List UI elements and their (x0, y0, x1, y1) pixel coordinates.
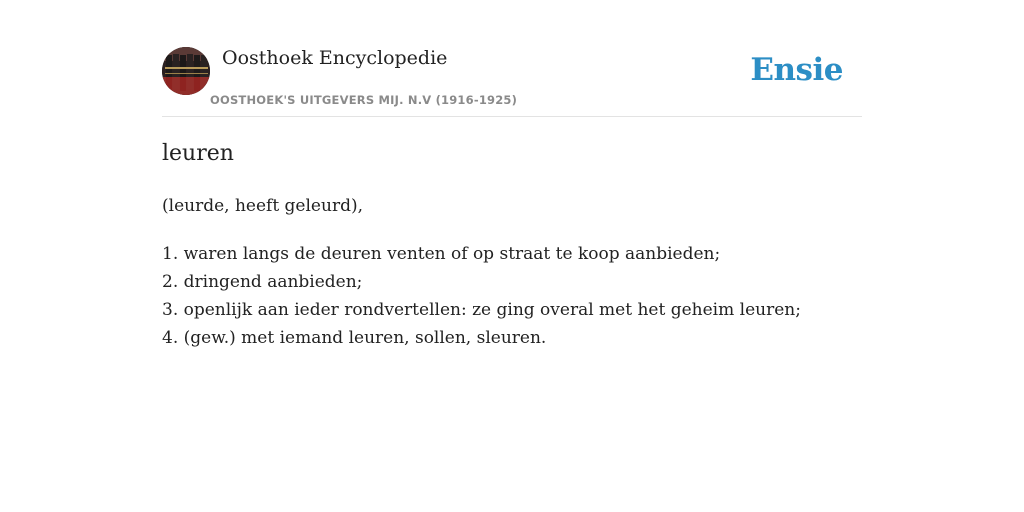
definition-item: 1. waren langs de deuren venten of op straat te koop aanbieden; (162, 244, 721, 264)
bookshelf-icon[interactable] (162, 47, 210, 95)
definition-list (162, 240, 862, 352)
brand-logo[interactable]: Ensie (750, 52, 843, 88)
definition-item: 4. (gew.) met iemand leuren, sollen, sleuren. (162, 328, 547, 348)
definition-item: 2. dringend aanbieden; (162, 272, 363, 292)
site-header (162, 46, 862, 117)
definition-item: 3. openlijk aan ieder rondvertellen: ze ging overal met het geheim leuren; (162, 300, 801, 320)
entry-headword: leuren (162, 141, 234, 166)
site-title[interactable]: Oosthoek Encyclopedie (222, 47, 448, 69)
entry-grammar: (leurde, heeft geleurd), (162, 196, 363, 216)
publisher-subtitle: OOSTHOEK'S UITGEVERS MIJ. N.V (1916-1925) (210, 93, 518, 107)
